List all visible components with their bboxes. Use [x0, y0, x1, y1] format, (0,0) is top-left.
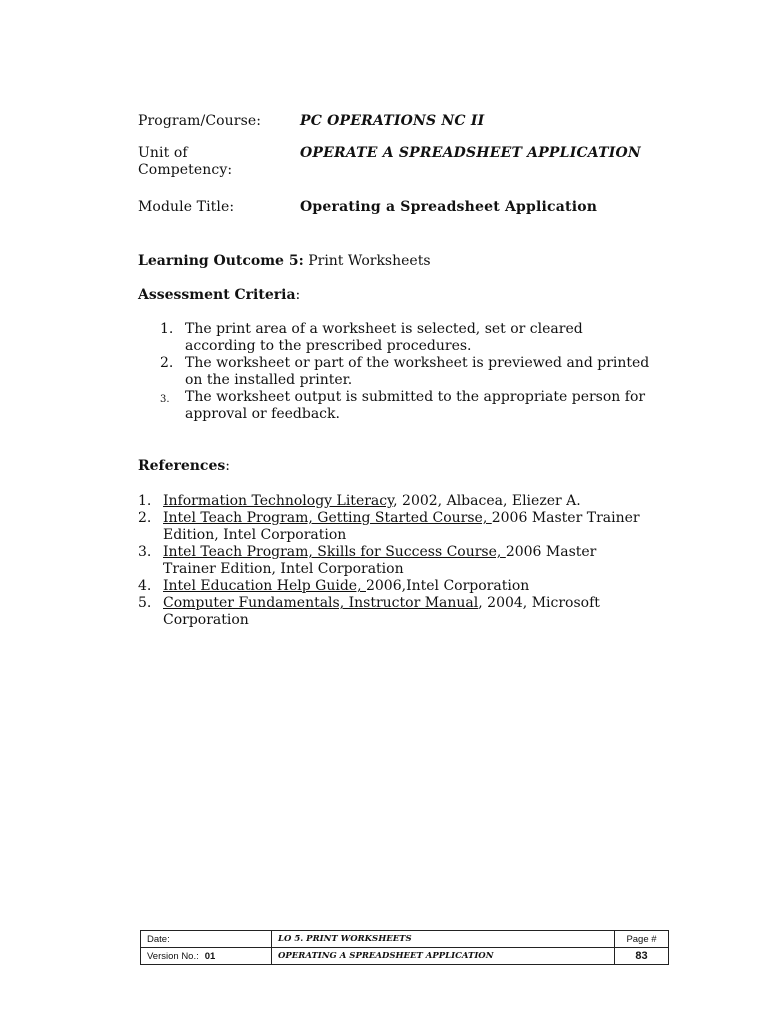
references-list — [138, 493, 668, 629]
list-item — [138, 510, 668, 544]
learning-outcome-text: Print Worksheets — [303, 253, 431, 269]
learning-outcome-label: Learning Outcome 5: — [138, 253, 304, 269]
program-value: PC OPERATIONS NC II — [300, 113, 485, 129]
reference-line — [138, 544, 668, 561]
list-item-number: 4. — [138, 578, 152, 594]
footer-page-label: Page # — [615, 931, 669, 948]
list-item — [138, 578, 668, 595]
list-item-number: 3. — [160, 394, 170, 405]
assessment-heading-colon: : — [295, 287, 301, 303]
list-item-number: 5. — [138, 595, 152, 611]
references-heading — [138, 458, 230, 475]
reference-title: Intel Teach Program, Getting Started Course, — [163, 510, 492, 526]
footer-version-cell — [141, 948, 272, 965]
reference-details: 2006 Master Trainer — [491, 510, 640, 526]
list-item-line: according to the prescribed procedures. — [185, 338, 472, 354]
module-value: Operating a Spreadsheet Application — [300, 199, 598, 215]
program-label: Program/Course: — [138, 113, 262, 129]
list-item — [160, 389, 680, 423]
footer-lo-title: LO 5. PRINT WORKSHEETS — [272, 931, 615, 948]
reference-title: Intel Teach Program, Skills for Success Course, — [163, 544, 506, 560]
list-item-line: approval or feedback. — [185, 406, 340, 422]
reference-line — [138, 510, 668, 527]
list-item — [138, 595, 668, 629]
list-item-number: 2. — [138, 510, 152, 526]
assessment-heading-text: Assessment Criteria — [138, 287, 296, 303]
list-item-number: 2. — [160, 355, 174, 371]
list-item — [138, 544, 668, 578]
list-item-line: The worksheet output is submitted to the appropriate person for — [185, 389, 646, 405]
reference-details: , 2002, Albacea, Eliezer A. — [393, 493, 581, 509]
references-heading-colon: : — [225, 458, 230, 474]
date-label: Date: — [147, 933, 170, 945]
reference-line — [138, 578, 668, 595]
footer-page-number: 83 — [615, 948, 669, 965]
footer-table — [140, 930, 669, 965]
reference-line — [138, 493, 668, 510]
unit-label-line2: Competency: — [138, 162, 233, 178]
reference-details: 2006,Intel Corporation — [365, 578, 530, 594]
module-label: Module Title: — [138, 199, 235, 215]
assessment-heading — [138, 287, 300, 304]
list-item-number: 1. — [138, 493, 152, 509]
references-heading-text: References — [138, 458, 226, 474]
unit-value: OPERATE A SPREADSHEET APPLICATION — [300, 145, 641, 161]
reference-line — [138, 595, 668, 612]
reference-title: Intel Education Help Guide, — [163, 578, 366, 594]
list-item-number: 1. — [160, 321, 174, 337]
assessment-criteria-list — [160, 321, 680, 423]
footer-row — [141, 948, 669, 965]
footer-row — [141, 931, 669, 948]
list-item-number: 3. — [138, 544, 152, 560]
list-item-line: The print area of a worksheet is selected, set or cleared — [185, 321, 583, 337]
list-item — [160, 321, 680, 355]
list-item — [160, 355, 680, 389]
reference-title: Computer Fundamentals, Instructor Manual — [163, 595, 479, 611]
reference-line-2: Edition, Intel Corporation — [163, 527, 347, 543]
version-label: Version No.: — [147, 950, 199, 962]
reference-details: 2006 Master — [505, 544, 597, 560]
reference-line-2: Trainer Edition, Intel Corporation — [163, 561, 404, 577]
list-item-line: on the installed printer. — [185, 372, 353, 388]
footer-date-cell — [141, 931, 272, 948]
reference-line-2: Corporation — [163, 612, 249, 628]
list-item — [138, 493, 668, 510]
reference-details: , 2004, Microsoft — [478, 595, 600, 611]
version-value: 01 — [204, 950, 216, 962]
reference-title: Information Technology Literacy — [163, 493, 394, 509]
learning-outcome — [138, 253, 431, 270]
footer-module-title: OPERATING A SPREADSHEET APPLICATION — [272, 948, 615, 965]
list-item-line: The worksheet or part of the worksheet is previewed and printed — [185, 355, 650, 371]
unit-label-line1: Unit of — [138, 145, 188, 161]
